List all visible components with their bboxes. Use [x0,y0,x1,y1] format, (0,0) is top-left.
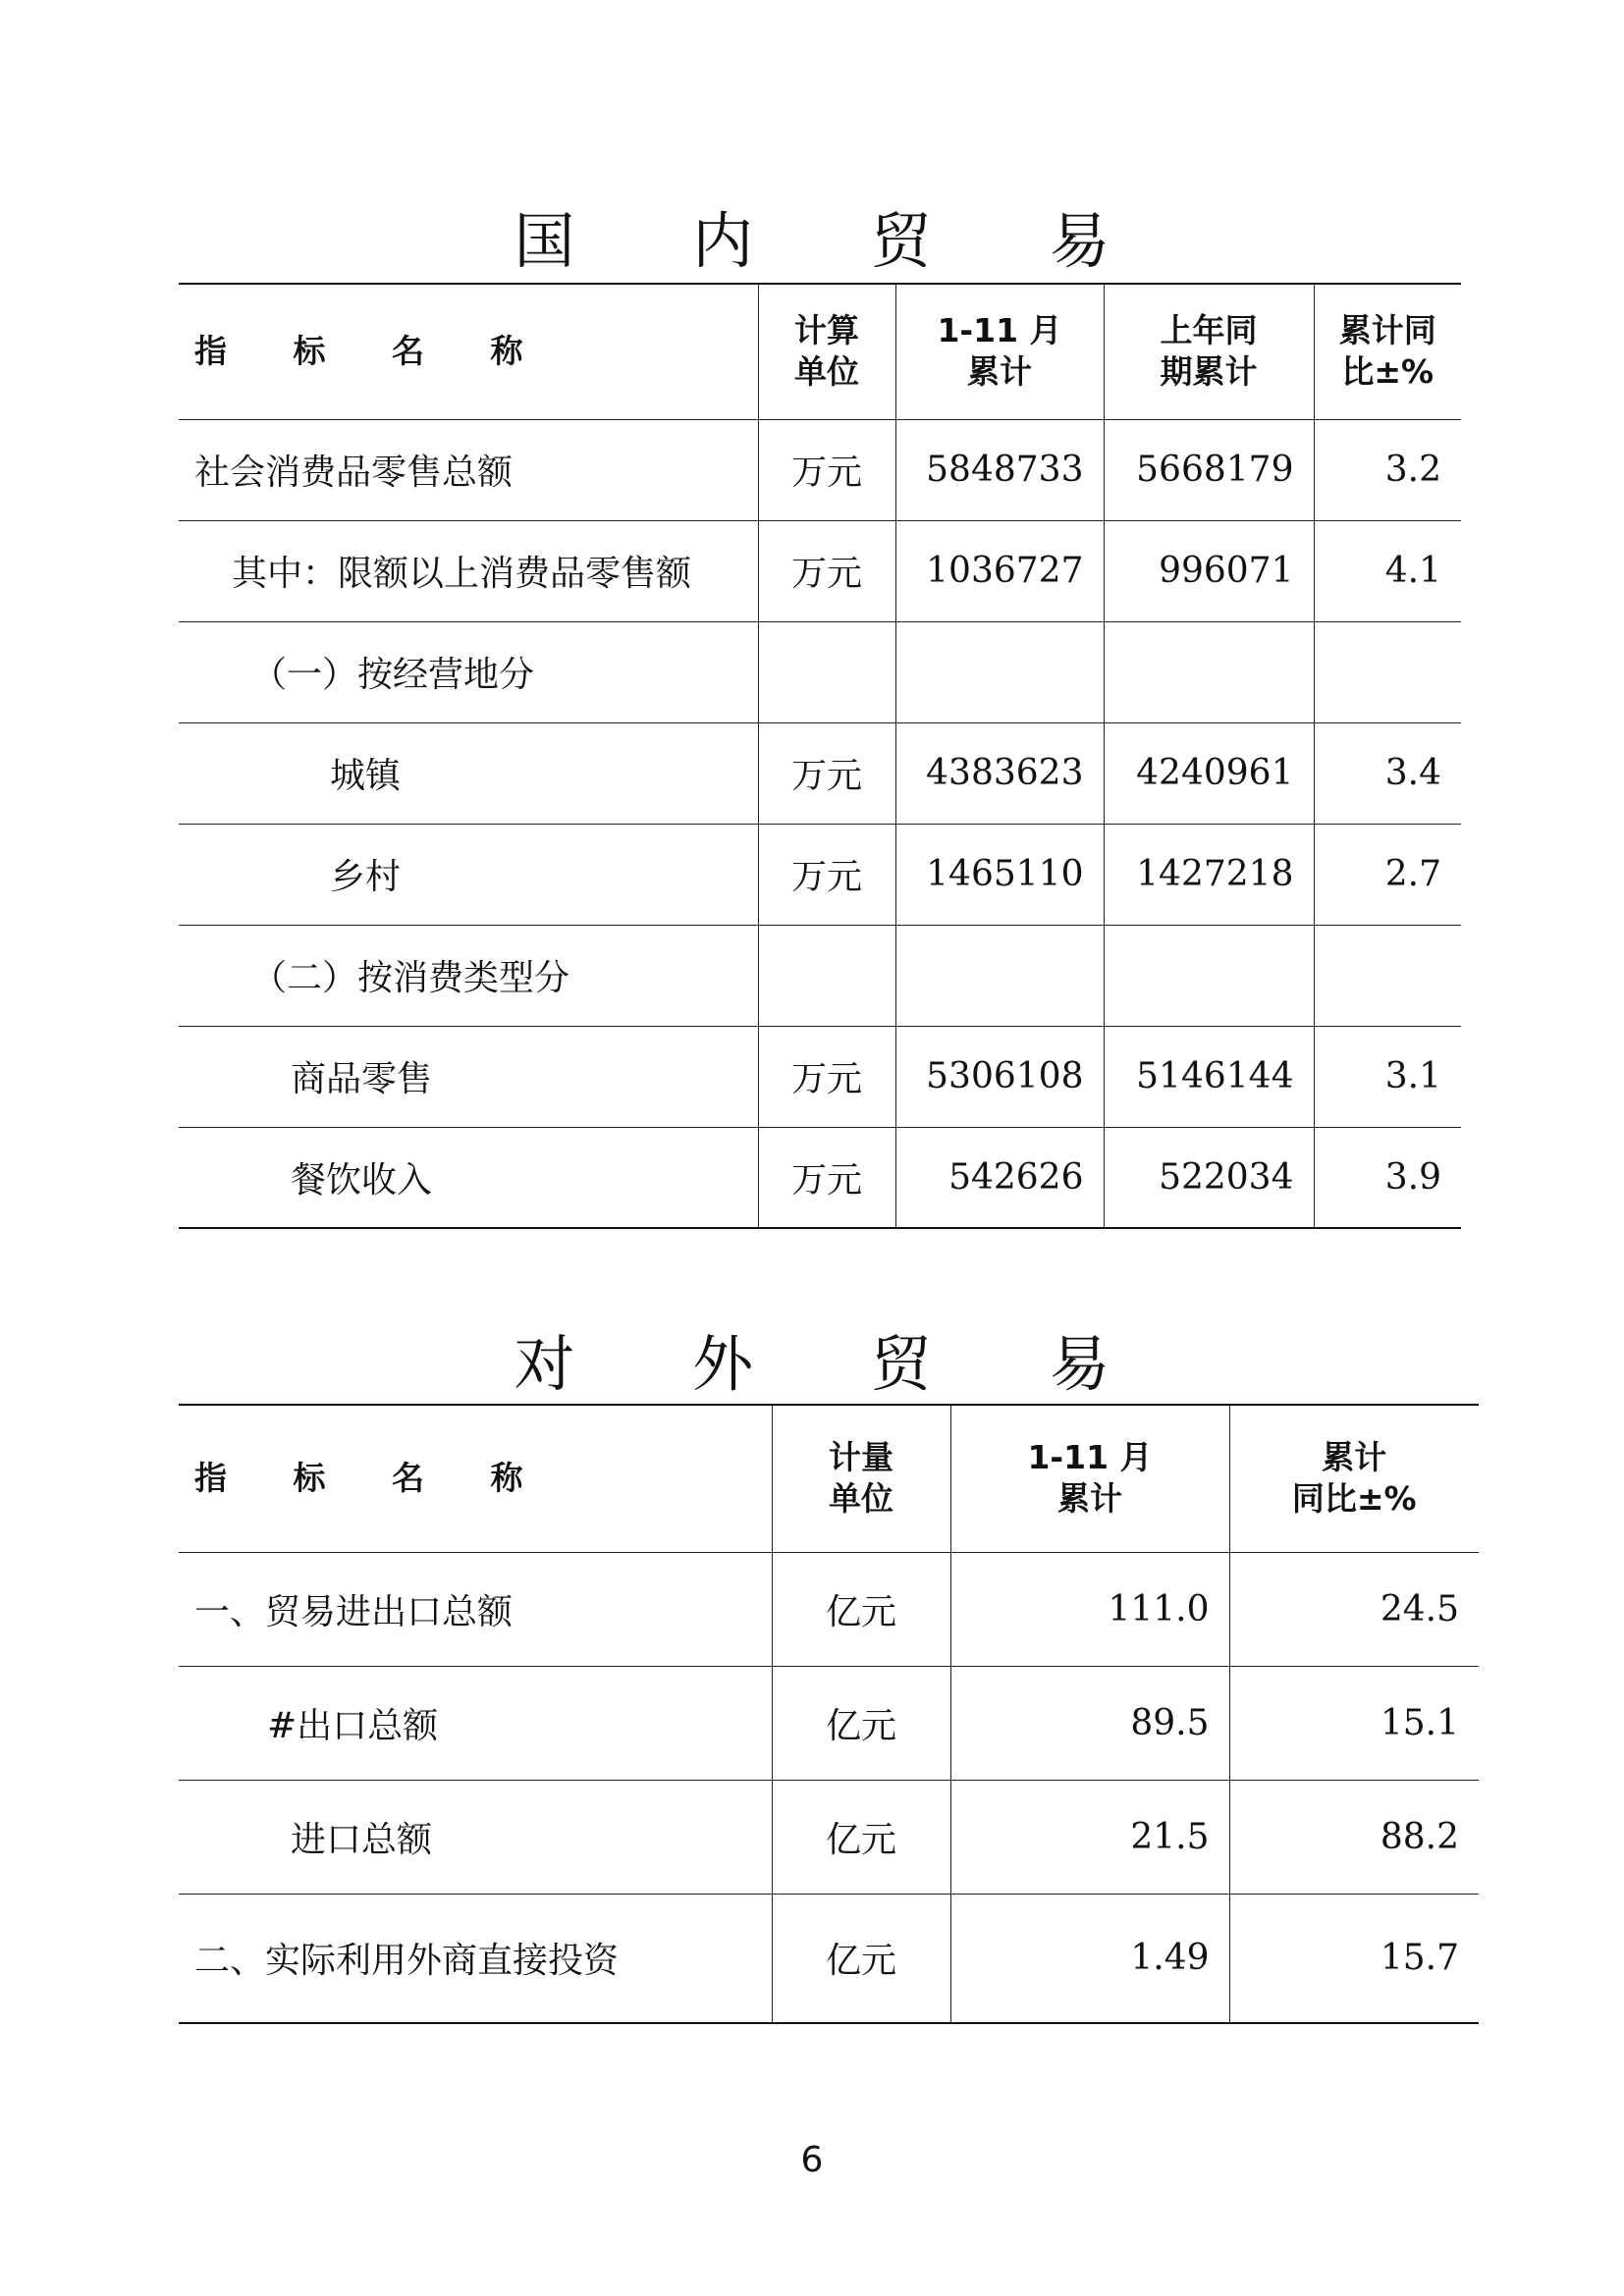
table-row [179,1127,1461,1228]
row-cumulative [895,925,1104,1026]
row-unit: 亿元 [772,1780,950,1894]
row-yoy: 3.1 [1314,1026,1461,1127]
header-yoy: 累计同 比±% [1314,284,1461,419]
table-row [179,1026,1461,1127]
header-indicator-name: 指 标 名 称 [179,1405,772,1552]
row-cumulative [895,621,1104,722]
row-cumulative: 5848733 [895,419,1104,520]
header-indicator-name: 指 标 名 称 [179,284,758,419]
row-name: 乡村 [179,824,758,925]
row-name: 二、实际利用外商直接投资 [179,1894,772,2023]
row-previous-year [1104,925,1314,1026]
row-unit: 亿元 [772,1666,950,1780]
row-unit [758,925,895,1026]
table-row [179,419,1461,520]
row-unit: 亿元 [772,1894,950,2023]
row-yoy: 3.9 [1314,1127,1461,1228]
row-previous-year: 5668179 [1104,419,1314,520]
row-unit: 万元 [758,419,895,520]
header-cumulative: 1-11 月 累计 [895,284,1104,419]
row-name: 一、贸易进出口总额 [179,1552,772,1666]
table-row [179,1894,1479,2023]
row-unit: 亿元 [772,1552,950,1666]
domestic-trade-title: 国 内 贸 易 [514,205,1160,277]
row-unit: 万元 [758,722,895,824]
row-yoy [1314,925,1461,1026]
header-unit: 计算 单位 [758,284,895,419]
row-cumulative: 5306108 [895,1026,1104,1127]
row-previous-year: 4240961 [1104,722,1314,824]
domestic-trade-table [179,283,1461,1229]
row-name: 社会消费品零售总额 [179,419,758,520]
row-name: 餐饮收入 [179,1127,758,1228]
table-header-row [179,284,1461,419]
row-yoy: 15.1 [1229,1666,1479,1780]
row-cumulative: 4383623 [895,722,1104,824]
row-name: 商品零售 [179,1026,758,1127]
page-number: 6 [800,2140,824,2180]
row-yoy: 88.2 [1229,1780,1479,1894]
table-row [179,722,1461,824]
header-previous-year: 上年同 期累计 [1104,284,1314,419]
row-cumulative: 111.0 [950,1552,1229,1666]
row-unit [758,621,895,722]
row-yoy: 15.7 [1229,1894,1479,2023]
row-unit: 万元 [758,520,895,621]
foreign-trade-table [179,1404,1479,2024]
row-cumulative: 1036727 [895,520,1104,621]
header-unit: 计量 单位 [772,1405,950,1552]
table-row [179,1780,1479,1894]
table-row [179,1666,1479,1780]
row-cumulative: 1465110 [895,824,1104,925]
row-yoy: 2.7 [1314,824,1461,925]
row-yoy [1314,621,1461,722]
row-cumulative: 1.49 [950,1894,1229,2023]
foreign-trade-title: 对 外 贸 易 [514,1328,1160,1400]
row-name: 进口总额 [179,1780,772,1894]
row-previous-year [1104,621,1314,722]
row-cumulative: 89.5 [950,1666,1229,1780]
row-name: #出口总额 [179,1666,772,1780]
row-name: 其中：限额以上消费品零售额 [179,520,758,621]
table-row [179,1552,1479,1666]
table-row [179,824,1461,925]
row-previous-year: 522034 [1104,1127,1314,1228]
row-cumulative: 542626 [895,1127,1104,1228]
row-previous-year: 996071 [1104,520,1314,621]
table-row [179,621,1461,722]
table-header-row [179,1405,1479,1552]
row-name: 城镇 [179,722,758,824]
row-unit: 万元 [758,824,895,925]
table-row [179,925,1461,1026]
row-unit: 万元 [758,1026,895,1127]
row-yoy: 3.2 [1314,419,1461,520]
row-yoy: 4.1 [1314,520,1461,621]
row-yoy: 24.5 [1229,1552,1479,1666]
header-yoy: 累计 同比±% [1229,1405,1479,1552]
row-name: （一）按经营地分 [179,621,758,722]
table-row [179,520,1461,621]
row-previous-year: 1427218 [1104,824,1314,925]
header-cumulative: 1-11 月 累计 [950,1405,1229,1552]
row-previous-year: 5146144 [1104,1026,1314,1127]
row-cumulative: 21.5 [950,1780,1229,1894]
row-yoy: 3.4 [1314,722,1461,824]
row-unit: 万元 [758,1127,895,1228]
row-name: （二）按消费类型分 [179,925,758,1026]
